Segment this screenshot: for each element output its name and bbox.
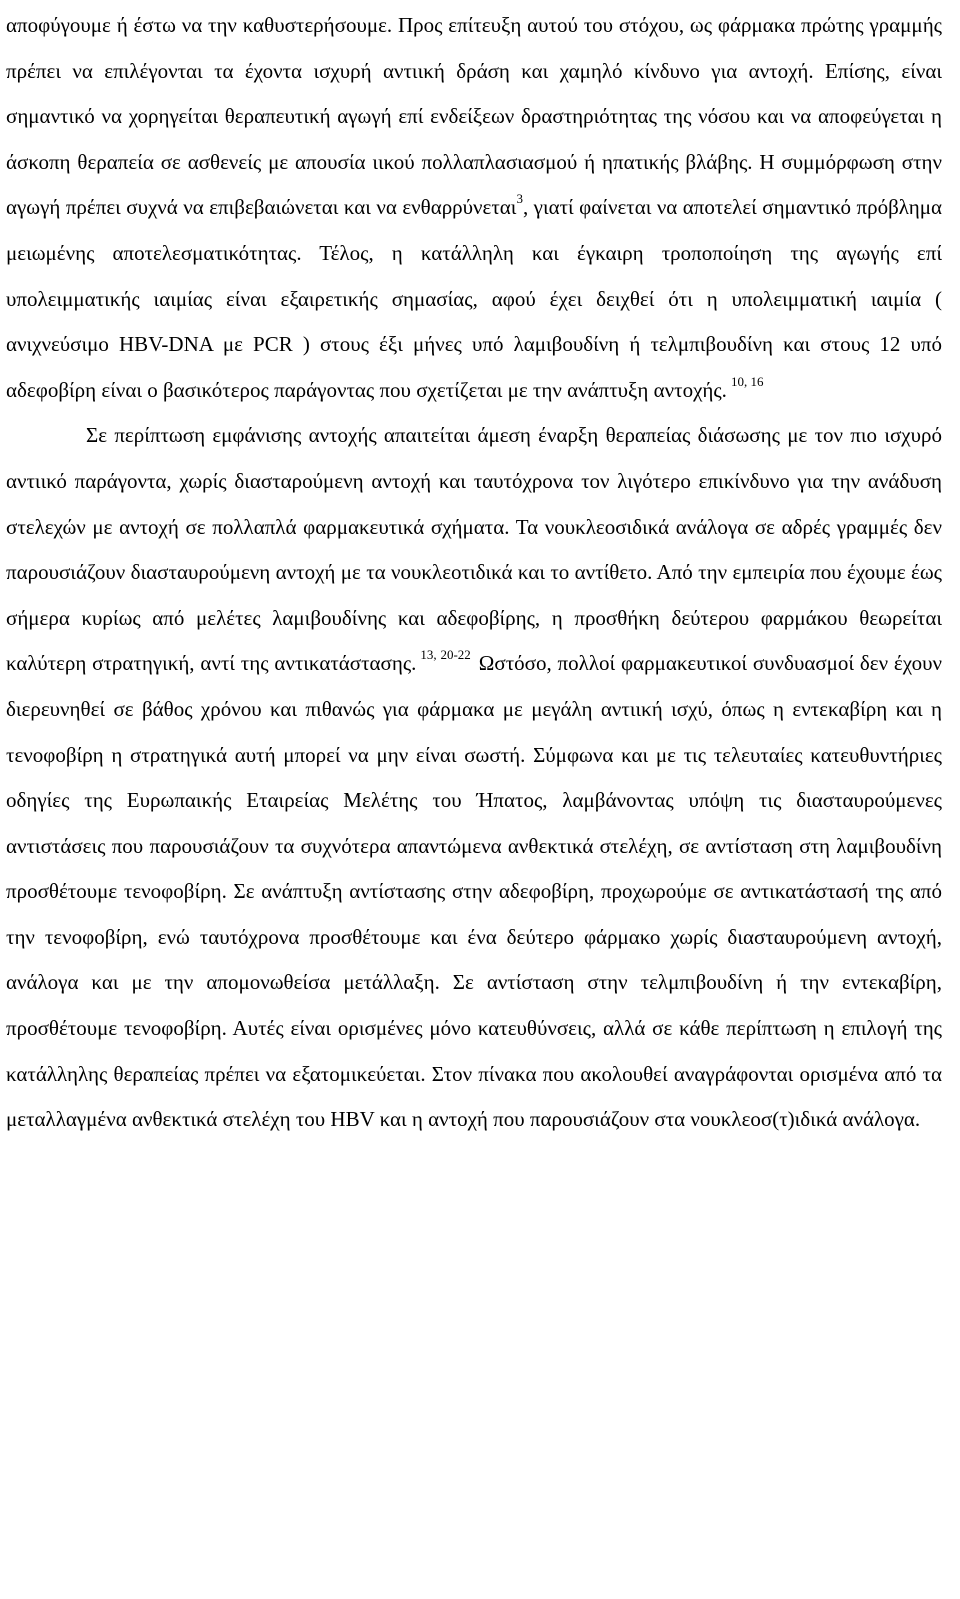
paragraph-antiviral-strategy: [6, 0, 942, 413]
citation-reference: 10, 16: [730, 373, 764, 389]
paragraph-text: Σε περίπτωση εμφάνισης αντοχής απαιτείται άμεση έναρξη θεραπείας διάσωσης με τον πιο ισχυρό αντιικό παράγοντα, χωρίς διασταρούμενη αντοχή και ταυτόχρονα τον λιγότερο επικίνδυνο για την ανάδυση στελεχών με αντοχή σε πολλαπλά φαρμακευτικά σχήματα. Τα νουκλεοσιδικά ανάλογα σε αδρές γραμμές δεν παρουσιάζουν διασταυρούμενη αντοχή με τα νουκλεοτιδικά και το αντίθετο. Από την εμπειρία που έχουμε έως σήμερα κυρίως από μελέτες λαμιβουδίνης και αδεφοβίρης, η προσθήκη δεύτερου φαρμάκου θεωρείται καλύτερη στρατηγική, αντί της αντικατάστασης.: [6, 423, 942, 676]
paragraph-text: Ωστόσο, πολλοί φαρμακευτικοί συνδυασμοί δεν έχουν διερευνηθεί σε βάθος χρόνου και πιθανώς για φάρμακα με μεγάλη αντιική ισχύ, όπως η εντεκαβίρη και η τενοφοβίρη η στρατηγικά αυτή μπορεί να μην είναι σωστή. Σύμφωνα και με τις τελευταίες κατευθυντήριες οδηγίες της Ευρωπαικής Εταιρείας Μελέτης του Ήπατος, λαμβάνοντας υπόψη τις διασταυρούμενες αντιστάσεις που παρουσιάζουν τα συχνότερα απαντώμενα ανθεκτικά στελέχη, σε αντίσταση στη λαμιβουδίνη προσθέτουμε τενοφοβίρη. Σε ανάπτυξη αντίστασης στην αδεφοβίρη, προχωρούμε σε αντικατάστασή της από την τενοφοβίρη, ενώ ταυτόχρονα προσθέτουμε και ένα δεύτερο φάρμακο χωρίς διασταυρούμενη αντοχή, ανάλογα και με την απομονωθείσα μετάλλαξη. Σε αντίσταση στην τελμπιβουδίνη ή την εντεκαβίρη, προσθέτουμε τενοφοβίρη. Αυτές είναι ορισμένες μόνο κατευθύνσεις, αλλά σε κάθε περίπτωση η επιλογή της κατάλληλης θεραπείας πρέπει να εξατομικεύεται. Στον πίνακα που ακολουθεί αναγράφονται ορισμένα από τα μεταλλαγμένα ανθεκτικά στελέχη του HBV και η αντοχή που παρουσιάζουν στα νουκλεοσ(τ)ιδικά ανάλογα.: [6, 651, 942, 1132]
paragraph-text: , γιατί φαίνεται να αποτελεί σημαντικό πρόβλημα μειωμένης αποτελεσματικότητας. Τέλος, η κατάλληλη και έγκαιρη τροποποίηση της αγωγής επί υπολειμματικής ιαιμίας είναι εξαιρετικής σημασίας, αφού έχει δειχθεί ότι η υπολειμματική ιαιμία ( ανιχνεύσιμο HBV-DNA με PCR ) στους έξι μήνες υπό λαμιβουδίνη ή τελμπιβουδίνη και στους 12 υπό αδεφοβίρη είναι ο βασικότερος παράγοντας που σχετίζεται με την ανάπτυξη αντοχής.: [6, 195, 943, 402]
paragraph-text: αποφύγουμε ή έστω να την καθυστερήσουμε. Προς επίτευξη αυτού του στόχου, ως φάρμακα πρώτης γραμμής πρέπει να επιλέγονται τα έχοντα ισχυρή αντιική δράση και χαμηλό κίνδυνο για αντοχή. Επίσης, είναι σημαντικό να χορηγείται θεραπευτική αγωγή επί ενδείξεων δραστηριότητας της νόσου και να αποφεύγεται η άσκοπη θεραπεία σε ασθενείς με απουσία ιικού πολλαπλασιασμού ή ηπατικής βλάβης. Η συμμόρφωση στην αγωγή πρέπει συχνά να επιβεβαιώνεται και να ενθαρρύνεται: [6, 13, 942, 220]
paragraph-resistance-management: [6, 413, 942, 1143]
citation-reference: 13, 20-22: [420, 647, 471, 663]
citation-reference: 3: [516, 191, 523, 207]
